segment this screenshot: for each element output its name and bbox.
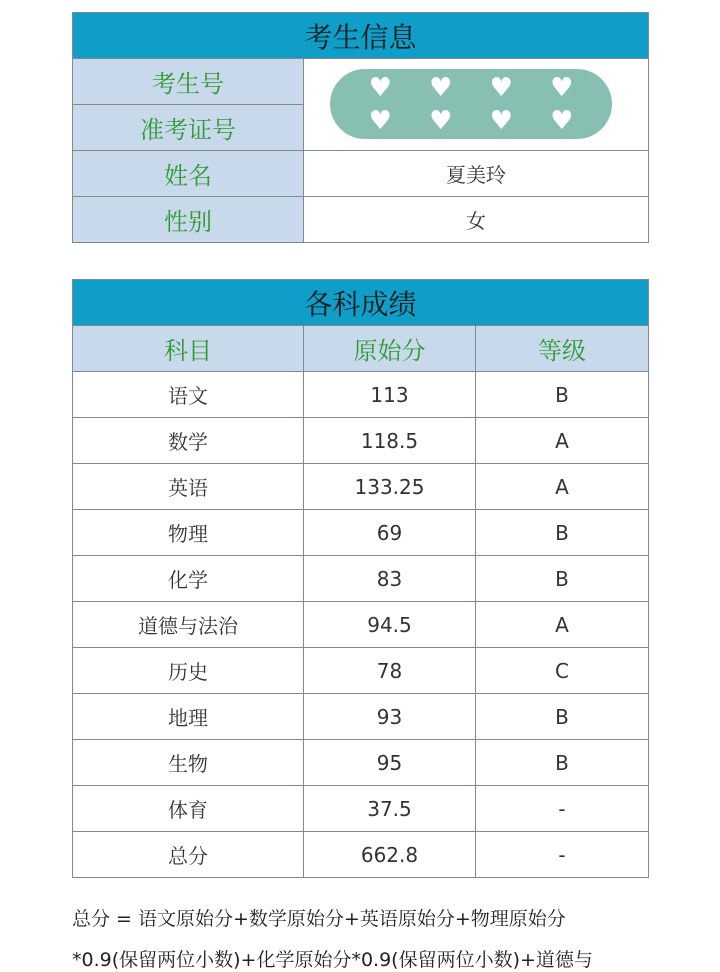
subject-cell: 生物 xyxy=(73,740,304,786)
raw-score-cell: 113 xyxy=(304,372,476,418)
subject-cell: 道德与法治 xyxy=(73,602,304,648)
raw-score-cell: 118.5 xyxy=(304,418,476,464)
redacted-id-cell xyxy=(304,59,649,151)
subject-header: 科目 xyxy=(73,326,304,372)
grade-cell: B xyxy=(476,372,649,418)
heart-icon: ♥ xyxy=(550,72,574,103)
grade-cell: A xyxy=(476,602,649,648)
name-label: 姓名 xyxy=(73,151,304,197)
table-row xyxy=(73,832,649,878)
candidate-number-label: 考生号 xyxy=(73,59,304,105)
candidate-info-title: 考生信息 xyxy=(73,13,649,59)
raw-score-cell: 94.5 xyxy=(304,602,476,648)
raw-score-cell: 93 xyxy=(304,694,476,740)
redaction-sticker xyxy=(330,69,612,139)
name-value: 夏美玲 xyxy=(304,151,649,197)
raw-score-cell: 37.5 xyxy=(304,786,476,832)
admission-ticket-label: 准考证号 xyxy=(73,105,304,151)
table-row xyxy=(73,464,649,510)
heart-icon: ♥ xyxy=(550,105,574,136)
table-row xyxy=(73,510,649,556)
grade-cell: B xyxy=(476,510,649,556)
raw-score-cell: 95 xyxy=(304,740,476,786)
scores-table xyxy=(72,279,649,878)
subject-cell: 语文 xyxy=(73,372,304,418)
subject-cell: 数学 xyxy=(73,418,304,464)
gender-label: 性别 xyxy=(73,197,304,243)
grade-cell: C xyxy=(476,648,649,694)
table-row xyxy=(73,556,649,602)
candidate-info-table xyxy=(72,12,649,243)
heart-icon: ♥ xyxy=(368,105,392,136)
gender-value: 女 xyxy=(304,197,649,243)
grade-cell: B xyxy=(476,694,649,740)
table-row xyxy=(73,372,649,418)
raw-score-cell: 78 xyxy=(304,648,476,694)
grade-cell: B xyxy=(476,556,649,602)
formula-note-line-2: *0.9(保留两位小数)+化学原始分*0.9(保留两位小数)+道德与 xyxy=(72,949,593,971)
table-row xyxy=(73,694,649,740)
grade-header: 等级 xyxy=(476,326,649,372)
heart-icon: ♥ xyxy=(489,105,513,136)
heart-icon: ♥ xyxy=(368,72,392,103)
raw-score-cell: 83 xyxy=(304,556,476,602)
subject-cell: 总分 xyxy=(73,832,304,878)
subject-cell: 历史 xyxy=(73,648,304,694)
grade-cell: B xyxy=(476,740,649,786)
subject-cell: 英语 xyxy=(73,464,304,510)
raw-score-cell: 662.8 xyxy=(304,832,476,878)
grade-cell: A xyxy=(476,464,649,510)
table-row xyxy=(73,740,649,786)
formula-note-line-1: 总分 = 语文原始分+数学原始分+英语原始分+物理原始分 xyxy=(72,908,566,930)
table-row xyxy=(73,648,649,694)
scores-title: 各科成绩 xyxy=(73,280,649,326)
subject-cell: 化学 xyxy=(73,556,304,602)
heart-icon: ♥ xyxy=(489,72,513,103)
grade-cell: - xyxy=(476,832,649,878)
subject-cell: 物理 xyxy=(73,510,304,556)
subject-cell: 体育 xyxy=(73,786,304,832)
table-row xyxy=(73,786,649,832)
raw-score-cell: 133.25 xyxy=(304,464,476,510)
heart-icon: ♥ xyxy=(429,105,453,136)
raw-score-header: 原始分 xyxy=(304,326,476,372)
table-row xyxy=(73,602,649,648)
subject-cell: 地理 xyxy=(73,694,304,740)
grade-cell: - xyxy=(476,786,649,832)
raw-score-cell: 69 xyxy=(304,510,476,556)
grade-cell: A xyxy=(476,418,649,464)
heart-icon: ♥ xyxy=(429,72,453,103)
table-row xyxy=(73,418,649,464)
